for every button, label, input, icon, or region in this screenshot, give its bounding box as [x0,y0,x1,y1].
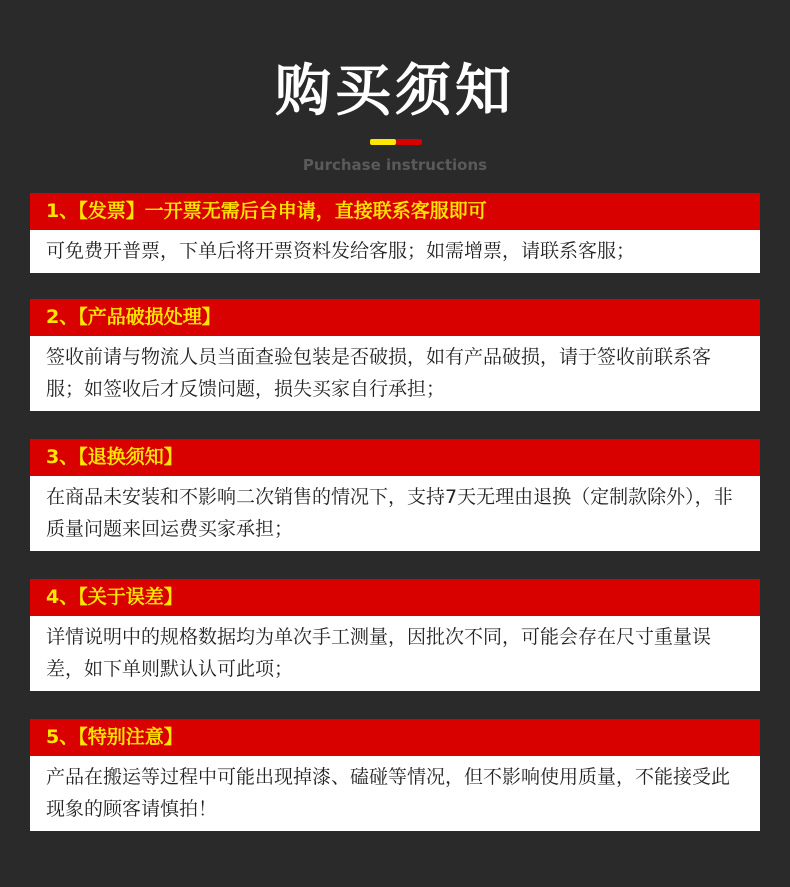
section-heading: 2、【产品破损处理】 [30,299,760,336]
section-body: 在商品未安装和不影响二次销售的情况下，支持7天无理由退换（定制款除外），非质量问题来回运费买家承担； [30,476,760,551]
notice-section-special-attention [30,719,760,831]
section-heading: 3、【退换须知】 [30,439,760,476]
section-body: 详情说明中的规格数据均为单次手工测量，因批次不同，可能会存在尺寸重量误差，如下单则默认认可此项； [30,616,760,691]
title-underline [370,139,422,145]
notice-section-damage [30,299,760,411]
notice-section-returns [30,439,760,551]
notice-section-invoice [30,193,760,273]
notice-section-measurement-error [30,579,760,691]
underline-yellow-segment [370,139,396,145]
underline-red-segment [396,139,422,145]
section-body: 产品在搬运等过程中可能出现掉漆、磕碰等情况，但不影响使用质量，不能接受此现象的顾客请慎拍！ [30,756,760,831]
section-heading: 1、【发票】一开票无需后台申请，直接联系客服即可 [30,193,760,230]
page-subtitle: Purchase instructions [302,156,488,174]
section-body: 可免费开普票，下单后将开票资料发给客服；如需增票，请联系客服； [30,230,760,273]
section-heading: 4、【关于误差】 [30,579,760,616]
page-title: 购买须知 [275,59,515,124]
section-heading: 5、【特别注意】 [30,719,760,756]
section-body: 签收前请与物流人员当面查验包装是否破损，如有产品破损，请于签收前联系客服；如签收后才反馈问题，损失买家自行承担； [30,336,760,411]
